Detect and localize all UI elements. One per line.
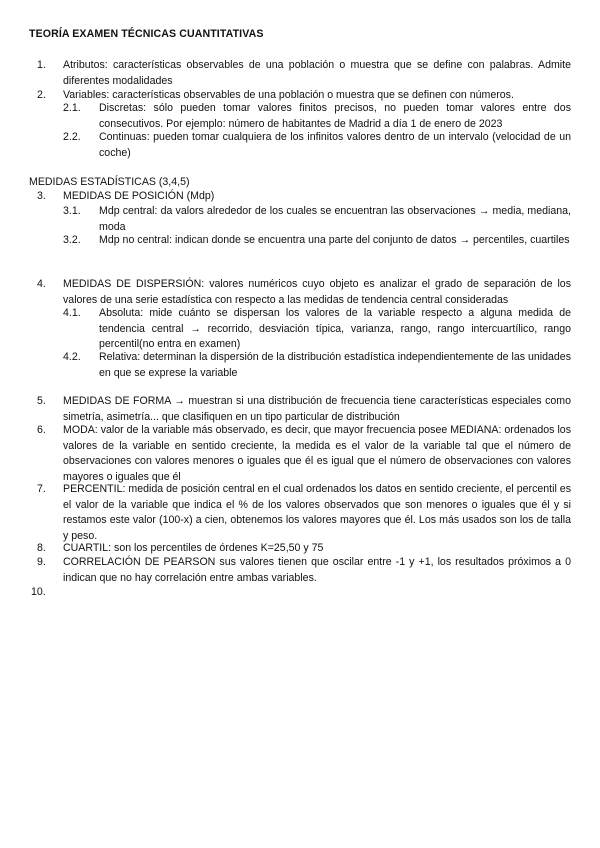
list-item-text: CUARTIL: son los percentiles de órdenes K=25,50 y 75	[63, 542, 324, 554]
sublist-item-text: Absoluta: mide cuánto se dispersan los valores de la variable respecto a alguna medida de tendencia central → recorrido, desviación típica, varianza, rango, rango intercuartílico, rango percentil(no entra en examen)	[99, 307, 571, 351]
list-item-number: 2.	[37, 89, 46, 101]
sublist-item-text: Discretas: sólo pueden tomar valores finitos precisos, no pueden tomar valores entre dos consecutivos. Por ejemplo: número de habitantes de Madrid a día 1 de enero de 2023	[99, 102, 571, 130]
sublist-item-number: 3.2.	[63, 234, 81, 246]
list-item-number: 1.	[37, 59, 46, 71]
list-item-text: PERCENTIL: medida de posición central en el cual ordenados los datos en sentido creciente, el percentil es el valor de la variable que indica el % de los valores observados que son menores o iguales que él y si restamos este valor (100-x) a cien, obtenemos los valores mayores que él. Los más usados son los de talla y peso.	[63, 483, 571, 542]
sublist-item-text: Relativa: determinan la dispersión de la distribución estadística independientemente de las unidades en que se exprese la variable	[99, 351, 571, 379]
list-item-number: 6.	[37, 424, 46, 436]
document-title: TEORÍA EXAMEN TÉCNICAS CUANTITATIVAS	[29, 28, 264, 40]
sublist-item-number: 4.1.	[63, 307, 81, 319]
section-heading: MEDIDAS ESTADÍSTICAS (3,4,5)	[29, 176, 190, 188]
sublist-item-text: Continuas: pueden tomar cualquiera de los infinitos valores dentro de un intervalo (velocidad de un coche)	[99, 131, 571, 159]
list-item-number: 9.	[37, 556, 46, 568]
list-item-text: MODA: valor de la variable más observado, es decir, que mayor frecuencia posee MEDIANA: ordenados los valores de la variable en sentido creciente, la medida es el valor de la variable tal que el número de observaciones con valores menores o iguales que él es igual que el número de observaciones con valores mayores o iguales que él	[63, 424, 571, 483]
sublist-item-number: 2.2.	[63, 131, 81, 143]
list-item-text: CORRELACIÓN DE PEARSON sus valores tienen que oscilar entre -1 y +1, los resultados próximos a 0 indican que no hay correlación entre ambas variables.	[63, 556, 571, 584]
list-item-number: 5.	[37, 395, 46, 407]
sublist-item-number: 4.2.	[63, 351, 81, 363]
list-item-number: 4.	[37, 278, 46, 290]
list-item-text: MEDIDAS DE DISPERSIÓN: valores numéricos cuyo objeto es analizar el grado de separación de los valores de una serie estadística con respecto a las medidas de tendencia central consideradas	[63, 278, 571, 306]
sublist-item-number: 3.1.	[63, 205, 81, 217]
sublist-item-number: 2.1.	[63, 102, 81, 114]
list-item-text: Variables: características observables de una población o muestra que se definen con números.	[63, 89, 514, 101]
sublist-item-text: Mdp central: da valors alrededor de los cuales se encuentran las observaciones → media, mediana, moda	[99, 205, 571, 233]
list-item-text: MEDIDAS DE POSICIÓN (Mdp)	[63, 190, 215, 202]
list-item-number: 10.	[31, 586, 46, 598]
list-item-text: MEDIDAS DE FORMA → muestran si una distribución de frecuencia tiene características especiales como simetría, asimetría... que clasifiquen en un tipo particular de distribución	[63, 395, 571, 423]
sublist-item-text: Mdp no central: indican donde se encuentra una parte del conjunto de datos → percentiles, cuartiles	[99, 234, 570, 246]
list-item-number: 3.	[37, 190, 46, 202]
list-item-number: 7.	[37, 483, 46, 495]
list-item-number: 8.	[37, 542, 46, 554]
list-item-text: Atributos: características observables de una población o muestra que se define con palabras. Admite diferentes modalidades	[63, 59, 571, 87]
